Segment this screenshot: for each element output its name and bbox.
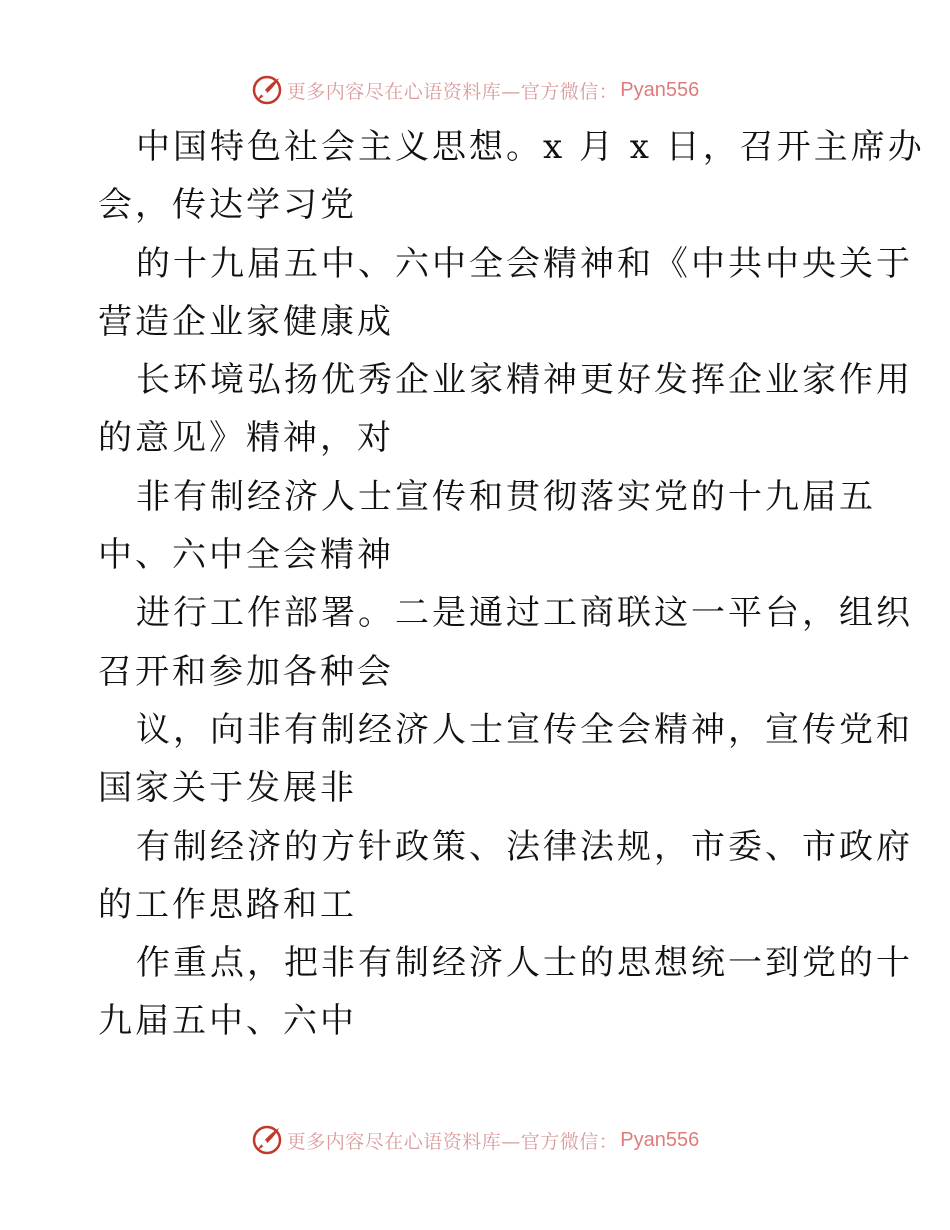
body-line: 中、六中全会精神 xyxy=(98,535,394,576)
body-line: 的十九届五中、六中全会精神和《中共中央关于 xyxy=(136,243,913,284)
document-body xyxy=(98,118,925,1051)
body-line: 会，传达学习党 xyxy=(98,185,357,226)
header-banner-id: Pyan556 xyxy=(620,78,700,101)
quill-logo-icon xyxy=(251,1124,283,1156)
footer-banner-id: Pyan556 xyxy=(620,1128,700,1151)
body-line: 议，向非有制经济人士宣传全会精神，宣传党和 xyxy=(136,709,913,750)
body-line: 的工作思路和工 xyxy=(98,884,357,925)
footer-watermark-banner xyxy=(0,1120,950,1160)
quill-logo-icon xyxy=(251,74,283,106)
body-line: 召开和参加各种会 xyxy=(98,651,394,692)
header-banner-text: 更多内容尽在心语资料库—官方微信： xyxy=(286,80,619,103)
body-line: 国家关于发展非 xyxy=(98,768,357,809)
body-line: 进行工作部署。二是通过工商联这一平台，组织 xyxy=(136,593,913,634)
body-line: 非有制经济人士宣传和贯彻落实党的十九届五 xyxy=(136,476,876,517)
body-line: 长环境弘扬优秀企业家精神更好发挥企业家作用 xyxy=(136,360,913,401)
body-line: 营造企业家健康成 xyxy=(98,301,394,342)
body-line: 中国特色社会主义思想。x 月 x 日，召开主席办 xyxy=(136,127,925,167)
body-line: 九届五中、六中 xyxy=(98,1001,357,1042)
body-line: 有制经济的方针政策、法律法规，市委、市政府 xyxy=(136,826,913,867)
footer-banner-text: 更多内容尽在心语资料库—官方微信： xyxy=(286,1130,619,1153)
header-watermark-banner xyxy=(0,70,950,110)
body-line: 作重点，把非有制经济人士的思想统一到党的十 xyxy=(136,943,913,984)
body-line: 的意见》精神，对 xyxy=(98,418,394,459)
